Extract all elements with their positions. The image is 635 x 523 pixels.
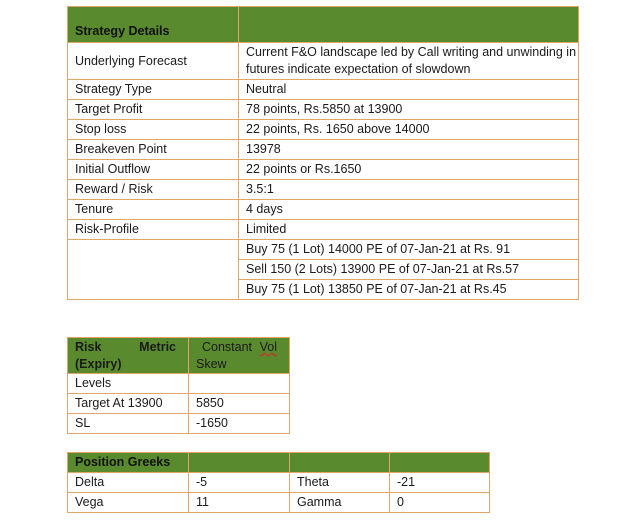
greeks-header-cell: Position Greeks (68, 453, 189, 473)
risk-row-value (189, 374, 290, 394)
risk-header-col1 (68, 338, 189, 374)
risk-header-expiry: (Expiry) (75, 356, 122, 371)
table-row (68, 80, 579, 100)
position-greeks-table (67, 452, 490, 513)
risk-row-label: Target At 13900 (68, 394, 189, 414)
row-value: 3.5:1 (239, 180, 579, 200)
strategy-header-row (68, 7, 579, 43)
row-value: 4 days (239, 200, 579, 220)
risk-header-vol: Vol (259, 339, 277, 354)
table-row (68, 140, 579, 160)
risk-header-constant: Constant (202, 339, 253, 354)
greek-value: -5 (189, 473, 290, 493)
row-label: Initial Outflow (68, 160, 239, 180)
legs-label-empty (68, 240, 239, 300)
row-value: 13978 (239, 140, 579, 160)
row-label: Strategy Type (68, 80, 239, 100)
row-label: Breakeven Point (68, 140, 239, 160)
risk-header-col2 (189, 338, 290, 374)
greeks-header-empty (189, 453, 290, 473)
table-row (68, 473, 490, 493)
table-row (68, 493, 490, 513)
row-value: Neutral (239, 80, 579, 100)
greeks-header-empty (290, 453, 390, 473)
row-value: 22 points, Rs. 1650 above 14000 (239, 120, 579, 140)
table-row (68, 414, 290, 434)
risk-row-label: SL (68, 414, 189, 434)
leg-value: Sell 150 (2 Lots) 13900 PE of 07-Jan-21 at Rs.57 (239, 260, 579, 280)
greek-name: Delta (68, 473, 189, 493)
table-row (68, 220, 579, 240)
greek-name: Vega (68, 493, 189, 513)
strategy-details-table (67, 6, 579, 300)
risk-header-risk: Risk (75, 339, 102, 354)
table-row (68, 43, 579, 80)
risk-row-value: -1650 (189, 414, 290, 434)
greek-value: -21 (390, 473, 490, 493)
greek-name: Gamma (290, 493, 390, 513)
row-label: Reward / Risk (68, 180, 239, 200)
greeks-header-empty (390, 453, 490, 473)
greek-name: Theta (290, 473, 390, 493)
row-value: 78 points, Rs.5850 at 13900 (239, 100, 579, 120)
strategy-header-empty (239, 7, 579, 43)
table-row (68, 100, 579, 120)
row-label: Target Profit (68, 100, 239, 120)
table-row (68, 120, 579, 140)
table-row (68, 394, 290, 414)
risk-header-skew: Skew (196, 356, 227, 371)
strategy-header-cell: Strategy Details (68, 7, 239, 43)
risk-metric-table (67, 337, 290, 434)
leg-value: Buy 75 (1 Lot) 13850 PE of 07-Jan-21 at Rs.45 (239, 280, 579, 300)
table-row (68, 200, 579, 220)
row-value: Limited (239, 220, 579, 240)
table-row (68, 160, 579, 180)
row-value: 22 points or Rs.1650 (239, 160, 579, 180)
greeks-header-row (68, 453, 490, 473)
row-label: Tenure (68, 200, 239, 220)
table-row (68, 240, 579, 260)
row-value: Current F&O landscape led by Call writing and unwinding in futures indicate expectation of slowdown (239, 43, 579, 80)
risk-row-label: Levels (68, 374, 189, 394)
greek-value: 0 (390, 493, 490, 513)
row-label: Stop loss (68, 120, 239, 140)
leg-value: Buy 75 (1 Lot) 14000 PE of 07-Jan-21 at Rs. 91 (239, 240, 579, 260)
row-label: Underlying Forecast (68, 43, 239, 80)
risk-row-value: 5850 (189, 394, 290, 414)
row-label: Risk-Profile (68, 220, 239, 240)
table-row (68, 180, 579, 200)
risk-header-row (68, 338, 290, 374)
greek-value: 11 (189, 493, 290, 513)
risk-header-metric: Metric (139, 339, 176, 354)
table-row (68, 374, 290, 394)
